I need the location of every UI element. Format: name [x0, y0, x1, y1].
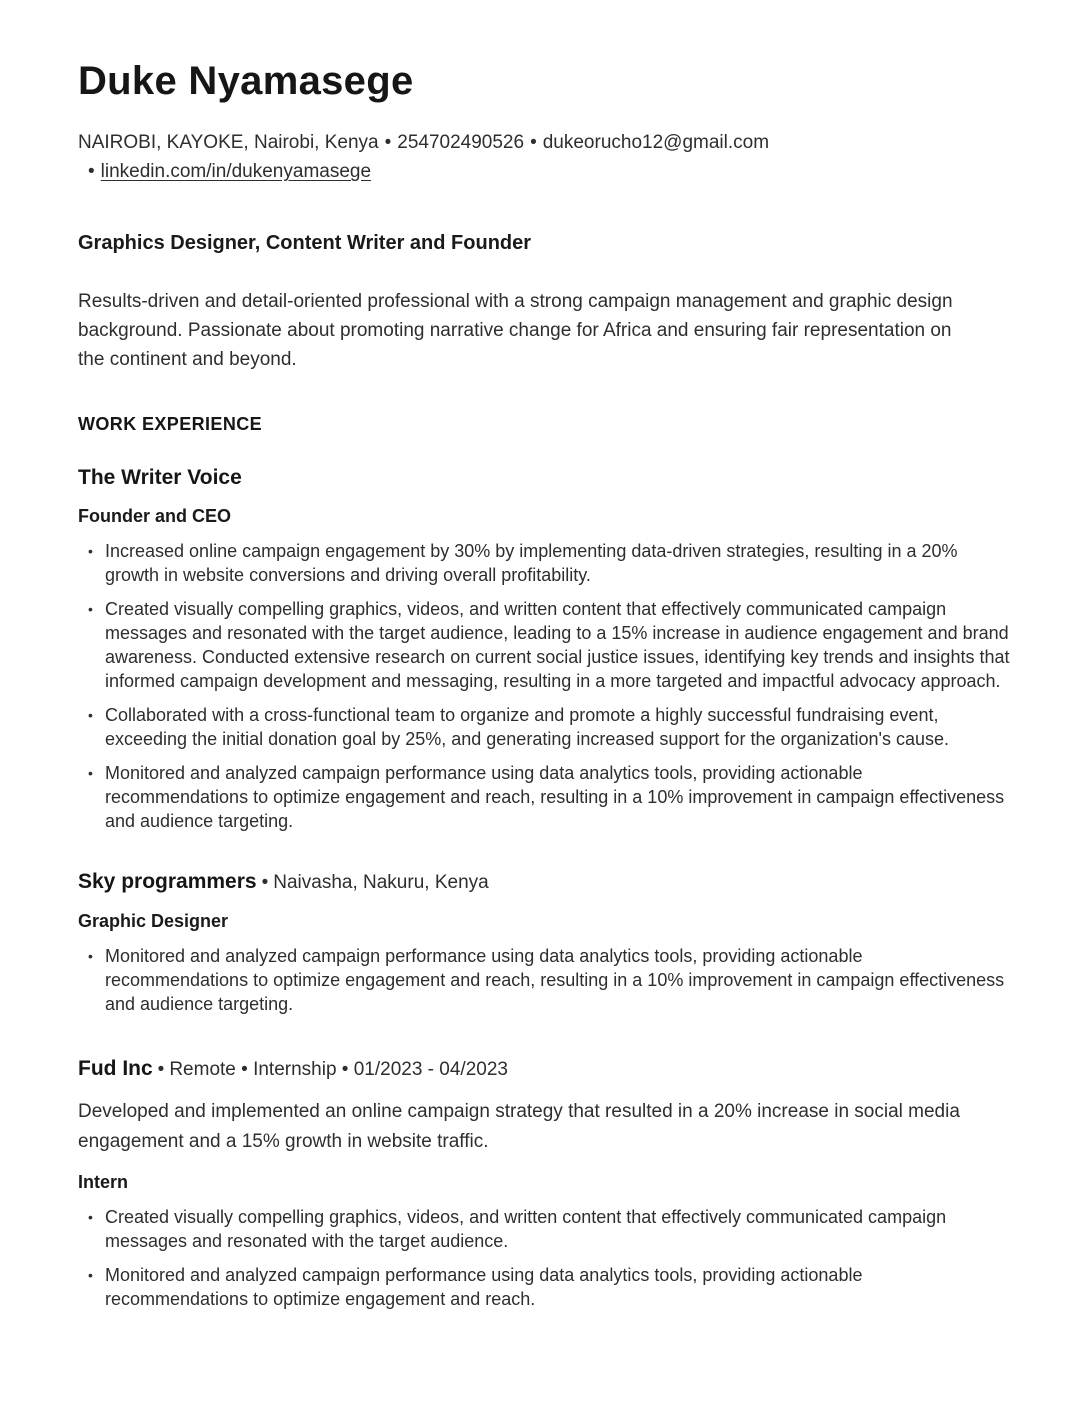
bullet-icon: •	[88, 1267, 93, 1283]
separator-dot: •	[261, 872, 269, 893]
contact-location: NAIROBI, KAYOKE, Nairobi, Kenya	[78, 132, 379, 153]
job-company: The Writer Voice	[78, 466, 242, 489]
job-entry-fud-inc	[78, 1056, 1010, 1311]
contact-email: dukeorucho12@gmail.com	[542, 132, 770, 153]
job-bullet-list	[78, 944, 1010, 1016]
bullet-icon: •	[88, 1209, 93, 1225]
job-header	[78, 1056, 1010, 1083]
job-header	[78, 465, 1010, 491]
bullet-text: Created visually compelling graphics, videos, and written content that effectively communicated campaign messages and resonated with the target audience.	[105, 1207, 947, 1251]
job-entry-sky-programmers	[78, 869, 1010, 1016]
job-description: Developed and implemented an online campaign strategy that resulted in a 20% increase in social media engagement and a 15% growth in website traffic.	[78, 1101, 960, 1152]
bullet-item	[78, 703, 1010, 751]
separator-dot: •	[157, 1059, 165, 1080]
bullet-icon: •	[88, 765, 93, 781]
bullet-text: Monitored and analyzed campaign performance using data analytics tools, providing actionable recommendations to optimize engagement and reach, resulting in a 10% improvement in campaign effectiveness and audience targeting.	[105, 946, 1005, 1014]
summary-paragraph: Results-driven and detail-oriented professional with a strong campaign management and graphic design background. Passionate about promoting narrative change for Africa and ensuring fair representation on the continent and beyond.	[78, 291, 953, 370]
job-meta-details: Remote • Internship • 01/2023 - 04/2023	[169, 1059, 508, 1080]
bullet-item	[78, 597, 1010, 693]
bullet-text: Monitored and analyzed campaign performance using data analytics tools, providing actionable recommendations to optimize engagement and reach.	[105, 1265, 863, 1309]
job-entry-writer-voice	[78, 465, 1010, 833]
contact-phone: 254702490526	[397, 132, 525, 153]
job-bullet-list	[78, 1205, 1010, 1311]
bullet-icon: •	[88, 601, 93, 617]
job-location: Naivasha, Nakuru, Kenya	[273, 872, 489, 893]
resume-name: Duke Nyamasege	[78, 59, 414, 103]
bullet-icon: •	[88, 948, 93, 964]
job-company: Sky programmers	[78, 870, 257, 893]
job-company: Fud Inc	[78, 1057, 153, 1080]
bullet-item	[78, 944, 1010, 1016]
bullet-item	[78, 1263, 1010, 1311]
separator-dot: •	[88, 161, 95, 182]
bullet-text: Collaborated with a cross-functional team to organize and promote a highly successful fundraising event, exceeding the initial donation goal by 25%, and generating increased support for the organization's cause.	[105, 705, 950, 749]
contact-block	[78, 128, 1010, 186]
contact-line-2	[78, 157, 1010, 186]
bullet-text: Increased online campaign engagement by 30% by implementing data-driven strategies, resulting in a 20% growth in website conversions and driving overall profitability.	[105, 541, 958, 585]
bullet-item	[78, 539, 1010, 587]
bullet-item	[78, 761, 1010, 833]
bullet-text: Monitored and analyzed campaign performance using data analytics tools, providing actionable recommendations to optimize engagement and reach, resulting in a 10% improvement in campaign effectiveness and audience targeting.	[105, 763, 1005, 831]
section-heading-work-experience: WORK EXPERIENCE	[78, 414, 263, 434]
contact-line-1	[78, 128, 1010, 157]
job-role: Intern	[78, 1172, 129, 1192]
bullet-item	[78, 1205, 1010, 1253]
job-role: Founder and CEO	[78, 506, 231, 526]
bullet-icon: •	[88, 707, 93, 723]
separator-dot: •	[530, 132, 537, 153]
separator-dot: •	[384, 132, 392, 153]
bullet-text: Created visually compelling graphics, videos, and written content that effectively communicated campaign messages and resonated with the target audience, leading to a 15% increase in audience engagement and brand awareness. Conducted extensive research on current social justice issues, identifying key trends and insights that informed campaign development and messaging, resulting in a more targeted and impactful advocacy approach.	[105, 599, 1010, 691]
job-bullet-list	[78, 539, 1010, 833]
resume-headline: Graphics Designer, Content Writer and Founder	[78, 232, 532, 254]
job-role: Graphic Designer	[78, 911, 229, 931]
linkedin-link[interactable]: linkedin.com/in/dukenyamasege	[100, 161, 372, 182]
job-header	[78, 869, 1010, 896]
bullet-icon: •	[88, 543, 93, 559]
